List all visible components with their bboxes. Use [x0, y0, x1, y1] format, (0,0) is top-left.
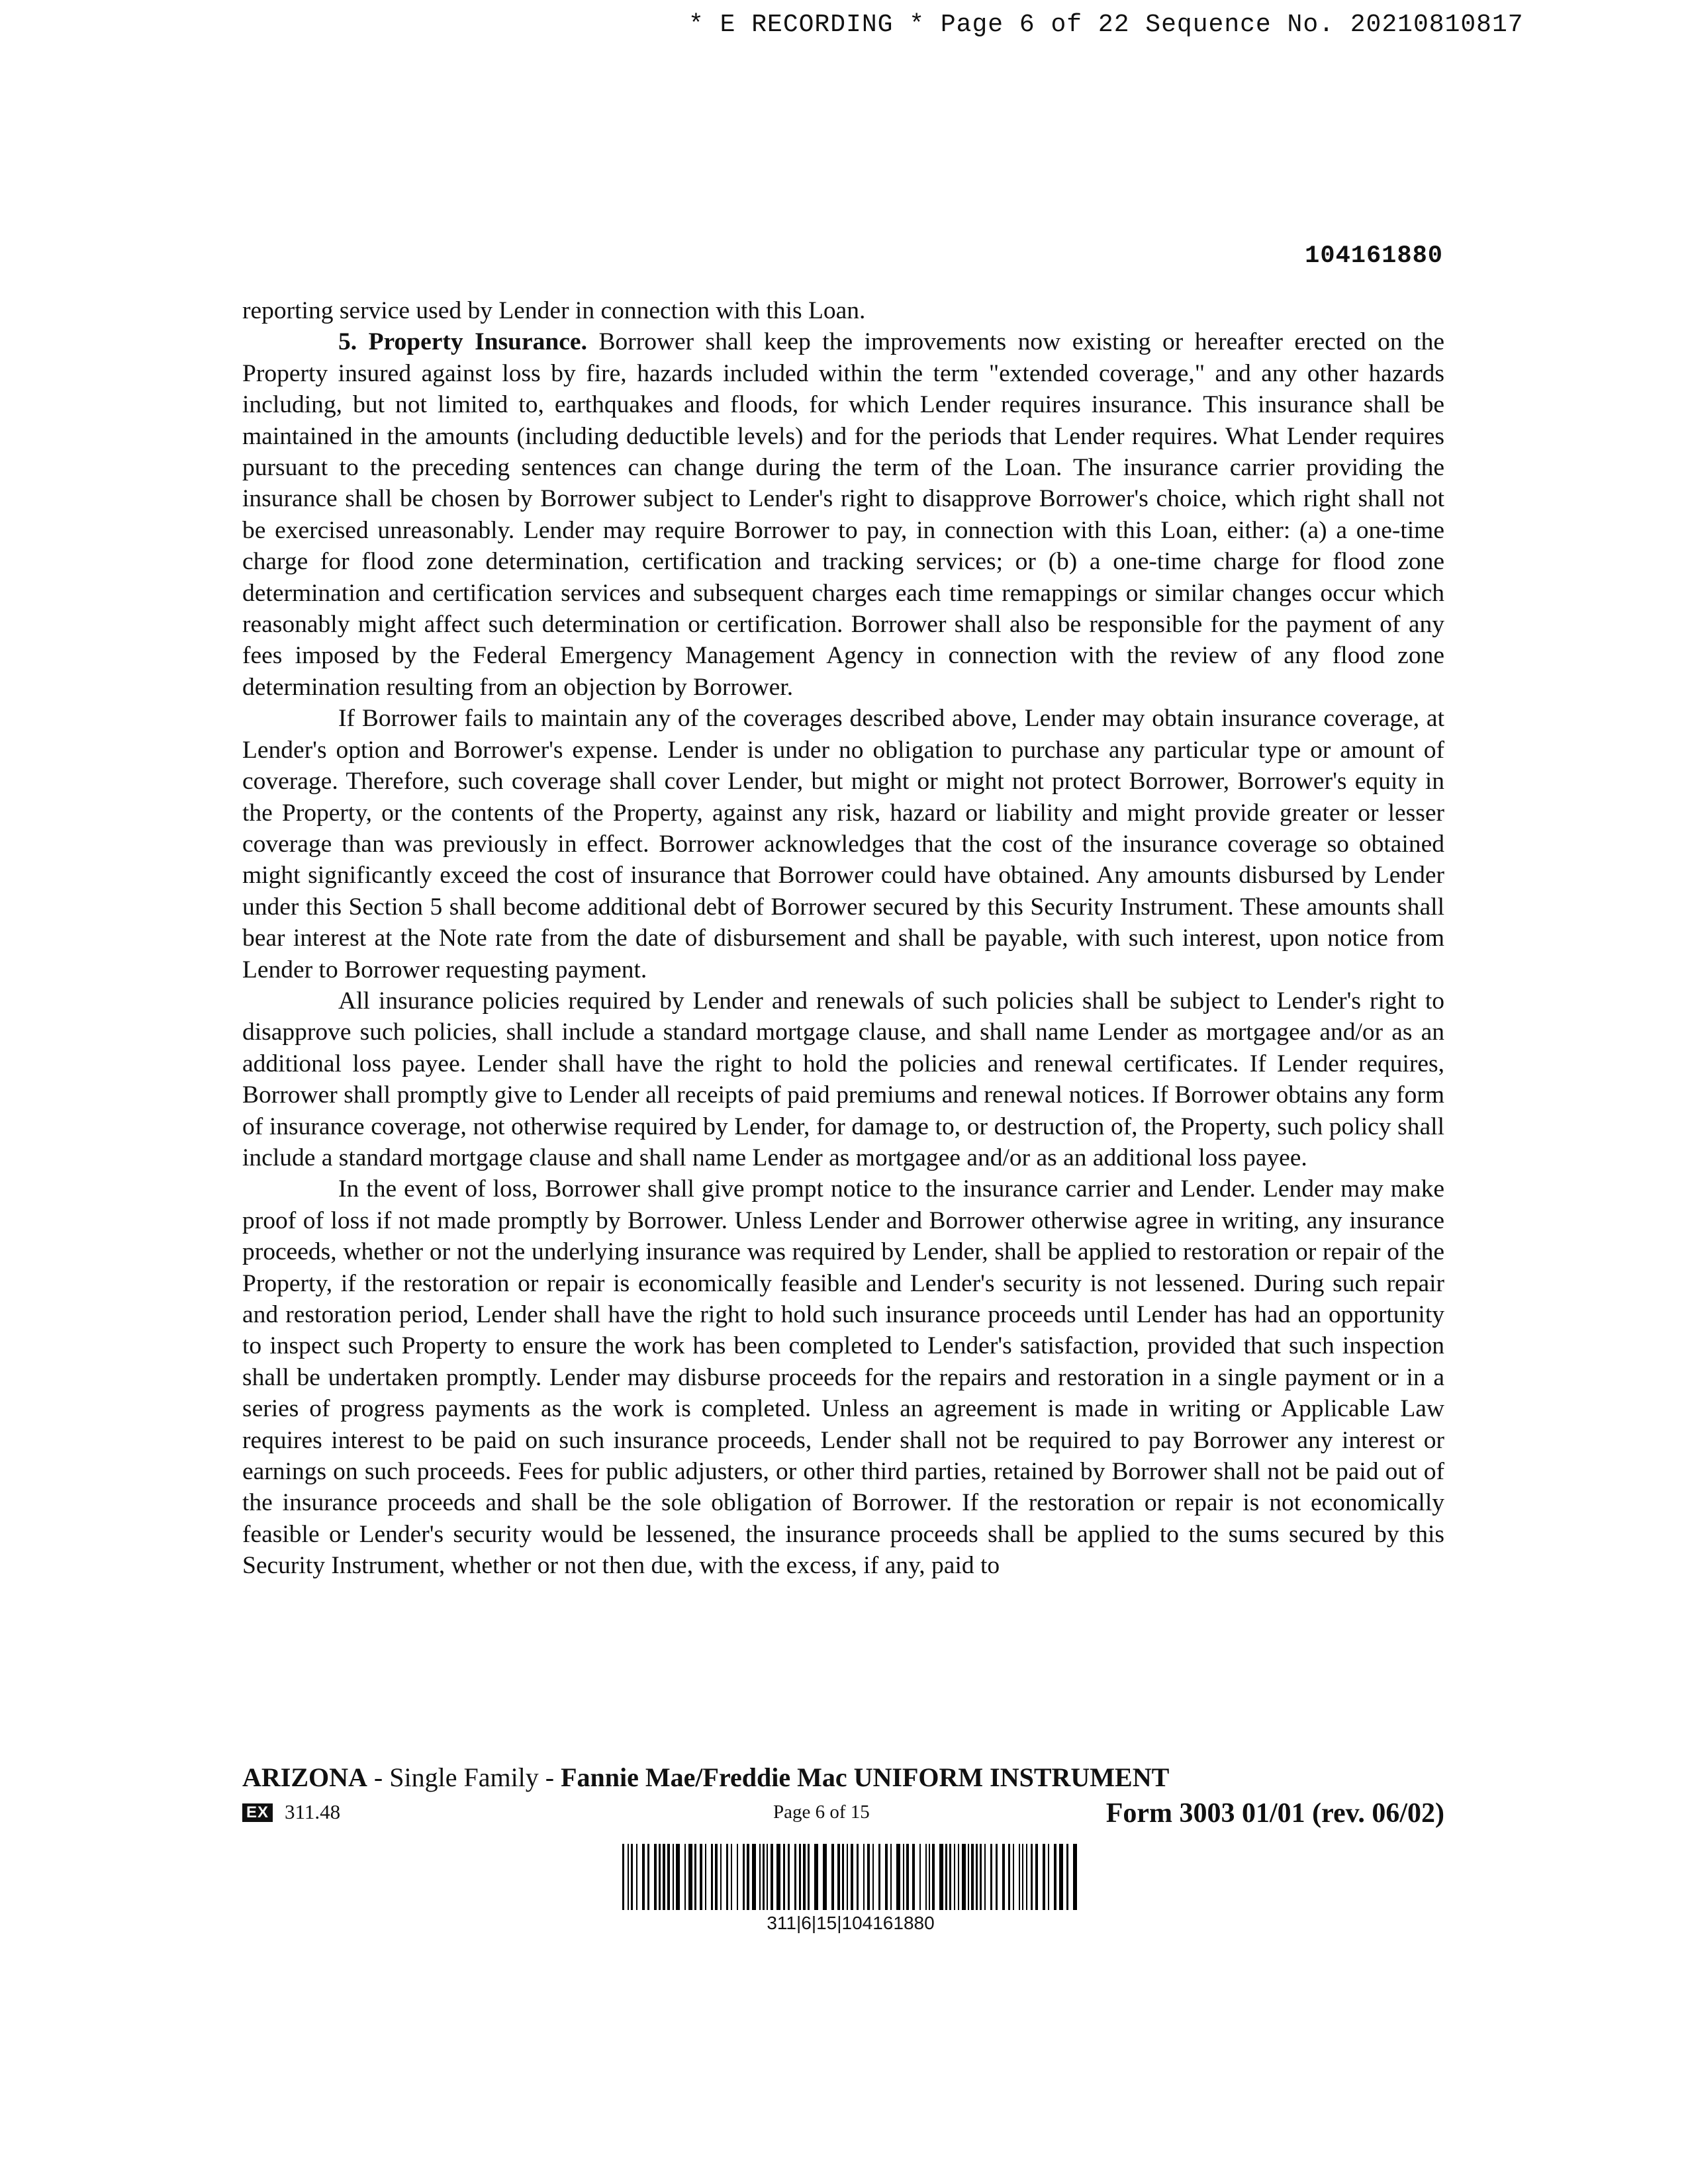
barcode-bar: [684, 1844, 686, 1910]
footer-code-group: [242, 1800, 340, 1824]
barcode-bar: [776, 1844, 780, 1910]
barcode-bar: [851, 1844, 853, 1910]
barcode-bar: [1026, 1844, 1027, 1910]
ellie-mae-logo-icon: EX: [242, 1803, 273, 1822]
barcode-bar: [1054, 1844, 1056, 1910]
barcode-bar: [906, 1844, 909, 1910]
barcode-bar: [919, 1844, 921, 1910]
barcode-bar: [700, 1844, 702, 1910]
barcode-bar: [968, 1844, 969, 1910]
barcode-bar: [980, 1844, 982, 1910]
section-5-paragraph: [242, 326, 1444, 703]
footer-instrument: Fannie Mae/Freddie Mac UNIFORM INSTRUMENT: [561, 1762, 1170, 1792]
barcode-bar: [1019, 1844, 1020, 1910]
barcode-bar: [759, 1844, 761, 1910]
barcode-bar: [622, 1844, 624, 1910]
barcode-bar: [971, 1844, 974, 1910]
barcode-bar: [694, 1844, 696, 1910]
barcode-bar: [867, 1844, 870, 1910]
barcode-bar: [1043, 1844, 1045, 1910]
barcode-bar: [842, 1844, 844, 1910]
barcode-bar: [628, 1844, 629, 1910]
barcode-bar: [731, 1844, 732, 1910]
document-body: [242, 295, 1444, 1582]
barcode-bar: [929, 1844, 930, 1910]
barcode-bar: [847, 1844, 848, 1910]
barcode-bar: [794, 1844, 796, 1910]
barcode-bar: [945, 1844, 947, 1910]
paragraph: If Borrower fails to maintain any of the coverages described above, Lender may obtain insurance coverage, at Lender's option and Borrower's expense. Lender is under no obligation to purchase any particular type or amount of coverage. Therefore, such coverage shall cover Lender, but might or might not protect Borrower, Borrower's equity in the Property, or the contents of the Property, against any risk, hazard or liability and might provide greater or lesser coverage than was previously in effect. Borrower acknowledges that the cost of the insurance coverage so obtained might significantly exceed the cost of insurance that Borrower could have obtained. Any amounts disbursed by Lender under this Section 5 shall become additional debt of Borrower secured by this Security Instrument. These amounts shall bear interest at the Note rate from the date of disbursement and shall be payable, with such interest, upon notice from Lender to Borrower requesting payment.: [242, 705, 1444, 983]
footer-title: [242, 1762, 1444, 1793]
barcode-bar: [636, 1844, 637, 1910]
barcode-bar: [743, 1844, 745, 1910]
barcode-bar: [954, 1844, 955, 1910]
barcode-bar: [1002, 1844, 1005, 1910]
barcode-bar: [799, 1844, 801, 1910]
barcode-bar: [890, 1844, 892, 1910]
barcode-bar: [752, 1844, 756, 1910]
section-first-paragraph: Borrower shall keep the improvements now existing or hereafter erected on the Property insured against loss by fire, hazards included within the term "extended coverage," and any other hazards including, but not limited to, earthquakes and floods, for which Lender requires insurance. This insurance shall be maintained in the amounts (including deductible levels) and for the periods that Lender requires. What Lender requires pursuant to the preceding sentences can change during the term of the Loan. The insurance carrier providing the insurance shall be chosen by Borrower subject to Lender's right to disapprove Borrower's choice, which right shall not be exercised unreasonably. Lender may require Borrower to pay, in connection with this Loan, either: (a) a one-time charge for flood zone determination, certification and tracking services; or (b) a one-time charge for flood zone determination and certification services and subsequent charges each time remappings or similar changes occur which reasonably might affect such determination or certification. Borrower shall also be responsible for the payment of any fees imposed by the Federal Emergency Management Agency in connection with the review of any flood zone determination resulting from an objection by Borrower.: [242, 328, 1444, 701]
barcode-bar: [984, 1844, 986, 1910]
barcode-bar: [958, 1844, 959, 1910]
barcode-bar: [1022, 1844, 1023, 1910]
barcode-bar: [1073, 1844, 1077, 1910]
barcode-bar: [962, 1844, 966, 1910]
barcode-bar: [990, 1844, 992, 1910]
barcode-bar: [647, 1844, 649, 1910]
barcode-bar: [1059, 1844, 1063, 1910]
barcode-bar: [659, 1844, 661, 1910]
barcode-bar: [747, 1844, 749, 1910]
barcode-block: [622, 1844, 1079, 1934]
loan-number: 104161880: [1305, 242, 1443, 270]
barcode-bar: [654, 1844, 657, 1910]
barcode-bar: [1066, 1844, 1068, 1910]
barcode-bar: [878, 1844, 880, 1910]
barcode-bar: [925, 1844, 927, 1910]
intro-fragment: reporting service used by Lender in connection with this Loan.: [242, 297, 866, 324]
barcode-bar: [631, 1844, 633, 1910]
barcode-bar: [715, 1844, 718, 1910]
footer-row: [242, 1797, 1444, 1837]
barcode-bar: [1048, 1844, 1049, 1910]
footer-form-number: Form 3003 01/01 (rev. 06/02): [1105, 1798, 1444, 1829]
barcode-bar: [949, 1844, 951, 1910]
footer-description: - Single Family -: [367, 1762, 561, 1792]
barcode-text: 311|6|15|104161880: [767, 1913, 935, 1933]
footer-code: 311.48: [285, 1800, 341, 1823]
barcode-bar: [783, 1844, 785, 1910]
barcode-bar: [663, 1844, 665, 1910]
barcode-bar: [808, 1844, 810, 1910]
barcode-bar: [823, 1844, 827, 1910]
paragraph: All insurance policies required by Lender and renewals of such policies shall be subject to Lender's right to disapprove such policies, shall include a standard mortgage clause, and shall name Lender as mortgagee and/or as an additional loss payee. Lender shall have the right to hold the policies and renewal certificates. If Lender requires, Borrower shall promptly give to Lender all receipts of paid premiums and renewal notices. If Borrower obtains any form of insurance coverage, not otherwise required by Lender, for damage to, or destruction of, the Property, such policy shall include a standard mortgage clause and shall name Lender as mortgagee and/or as an additional loss payee.: [242, 987, 1444, 1171]
barcode-bar: [737, 1844, 738, 1910]
barcode-bar: [667, 1844, 670, 1910]
barcode-bar: [932, 1844, 935, 1910]
barcode-bar: [939, 1844, 943, 1910]
section-title: 5. Property Insurance.: [338, 328, 587, 356]
barcode-bar: [837, 1844, 840, 1910]
barcode-bar: [814, 1844, 818, 1910]
barcode-bar: [720, 1844, 722, 1910]
barcode-bar: [872, 1844, 874, 1910]
barcode-icon: [622, 1844, 1079, 1910]
barcode-bar: [771, 1844, 773, 1910]
footer-state: ARIZONA: [242, 1762, 367, 1792]
barcode-bar: [1008, 1844, 1010, 1910]
barcode-bar: [763, 1844, 765, 1910]
barcode-bar: [803, 1844, 806, 1910]
recording-header: * E RECORDING * Page 6 of 22 Sequence No. 20210810817: [688, 11, 1524, 39]
barcode-bar: [673, 1844, 674, 1910]
barcode-bar: [996, 1844, 998, 1910]
barcode-bar: [1031, 1844, 1033, 1910]
barcode-bar: [903, 1844, 904, 1910]
barcode-bar: [896, 1844, 900, 1910]
paragraph: In the event of loss, Borrower shall give prompt notice to the insurance carrier and Lender. Lender may make proof of loss if not made promptly by Borrower. Unless Lender and Borrower otherwise agree in writing, any insurance proceeds, whether or not the underlying insurance was required by Lender, shall be applied to restoration or repair of the Property, if the restoration or repair is economically feasible and Lender's security is not lessened. During such repair and restoration period, Lender shall have the right to hold such insurance proceeds until Lender has had an opportunity to inspect such Property to ensure the work has been completed to Lender's satisfaction, provided that such inspection shall be undertaken promptly. Lender may disburse proceeds for the repairs and restoration in a single payment or in a series of progress payments as the work is completed. Unless an agreement is made in writing or Applicable Law requires interest to be paid on such insurance proceeds, Lender shall not be required to pay Borrower any interest or earnings on such proceeds. Fees for public adjusters, or other third parties, retained by Borrower shall not be paid out of the insurance proceeds and shall be the sole obligation of Borrower. If the restoration or repair is not economically feasible or Lender's security would be lessened, the insurance proceeds shall be applied to the sums secured by this Security Instrument, whether or not then due, with the excess, if any, paid to: [242, 1175, 1444, 1580]
barcode-bar: [705, 1844, 706, 1910]
barcode-bar: [976, 1844, 978, 1910]
barcode-bar: [642, 1844, 645, 1910]
barcode-bar: [885, 1844, 888, 1910]
barcode-bar: [711, 1844, 713, 1910]
barcode-bar: [688, 1844, 692, 1910]
barcode-bar: [676, 1844, 680, 1910]
barcode-bar: [726, 1844, 728, 1910]
barcode-bar: [767, 1844, 768, 1910]
barcode-bar: [1013, 1844, 1014, 1910]
barcode-bar: [857, 1844, 859, 1910]
barcode-bar: [1035, 1844, 1038, 1910]
barcode-bar: [831, 1844, 834, 1910]
barcode-bar: [788, 1844, 790, 1910]
barcode-bar: [863, 1844, 865, 1910]
footer-page-label: Page 6 of 15: [773, 1801, 870, 1823]
barcode-bar: [912, 1844, 915, 1910]
